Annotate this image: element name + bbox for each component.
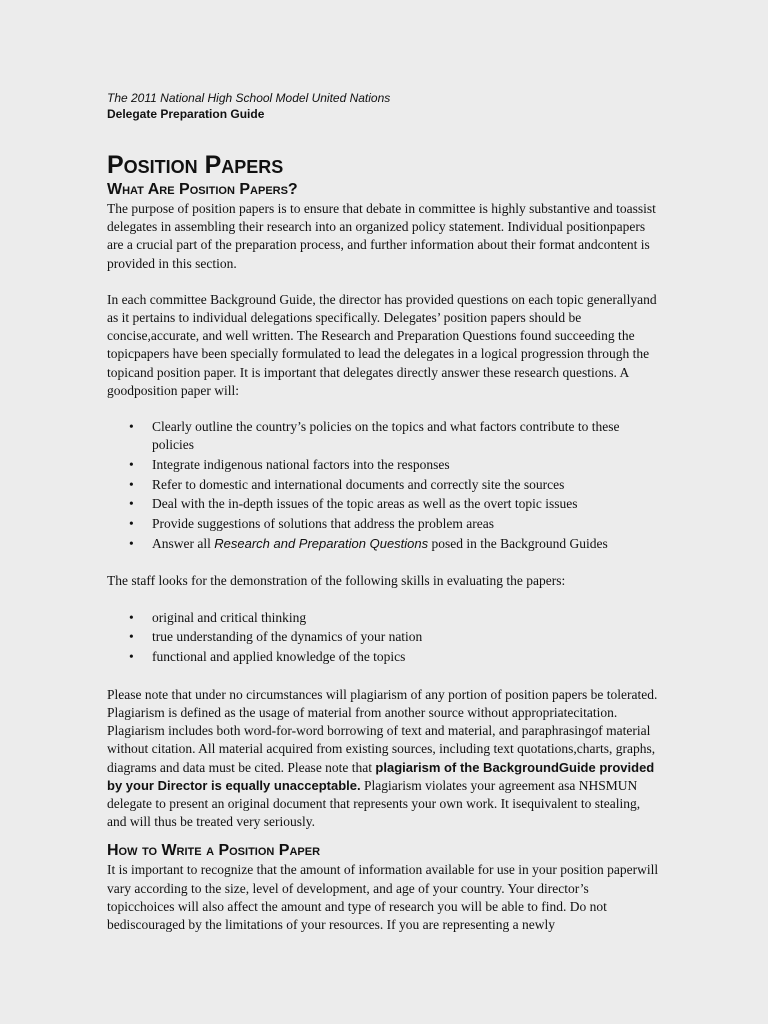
paragraph-staff-skills: The staff looks for the demonstration of the following skills in evaluating the papers:	[107, 573, 566, 589]
bullet-icon: •	[129, 476, 134, 492]
list-item: • Integrate indigenous national factors into the responses	[107, 456, 659, 474]
list-item: • true understanding of the dynamics of your nation	[107, 628, 659, 646]
bullet-icon: •	[129, 516, 134, 532]
bullet-icon: •	[129, 535, 134, 551]
list-item: • functional and applied knowledge of the topics	[107, 648, 659, 666]
paragraph-purpose: The purpose of position papers is to ensure that debate in committee is highly substantive and toassist delegates in assembling their research into an organized policy statement. Individual positionpapers are a crucial part of the preparation process, and further information about their format andcontent is provided in this section.	[107, 201, 656, 271]
list-item: • Refer to domestic and international documents and correctly site the sources	[107, 476, 659, 494]
bullet-icon: •	[129, 496, 134, 512]
section-heading-what-are: What Are Position Papers?	[107, 181, 298, 198]
paragraph-background-guide: In each committee Background Guide, the director has provided questions on each topic generallyand as it pertains to individual delegations specifically. Delegates’ position papers should be concise,accurate, and well written. The Research and Preparation Questions found succeeding the topicpapers have been specially formulated to lead the delegates in a logical progression through the topicand position paper. It is important that delegates directly answer these research questions. A goodposition paper will:	[107, 291, 657, 398]
list-item: • Clearly outline the country’s policies on the topics and what factors contribute to these policies	[129, 419, 620, 453]
skills-list	[107, 609, 659, 667]
plagiarism-warning: plagiarism of the BackgroundGuide provided by your Director is equally unacceptable.	[107, 759, 655, 793]
header-conference-title: The 2011 National High School Model United Nations	[107, 91, 391, 105]
paragraph-plagiarism: Please note that under no circumstances will plagiarism of any portion of position papers be tolerated. Plagiarism is defined as the usage of material from another source without appropriatecitation. Plagiarism includes both word-for-word borrowing of text and material, and paraphrasingof material without citation. All material acquired from existing sources, including text quotations,charts, graphs, diagrams and data must be cited. Please note that plagiarism of the BackgroundGuide provided by your Director is equally unacceptable. Plagiarism violates your agreement asa NHSMUN delegate to present an original document that represents your own work. It isequivalent to stealing, and will thus be treated very seriously.	[107, 686, 658, 830]
bullet-icon: •	[129, 419, 134, 435]
bullet-icon: •	[129, 456, 134, 472]
page-content	[107, 90, 659, 934]
bullet-icon: •	[129, 629, 134, 645]
list-item: • Answer all Research and Preparation Questions posed in the Background Guides	[107, 535, 659, 553]
bullet-icon: •	[129, 609, 134, 625]
bullet-icon: •	[129, 649, 134, 665]
header-guide-title: Delegate Preparation Guide	[107, 107, 265, 121]
position-paper-criteria-list	[107, 418, 659, 553]
page-title: Position Papers	[107, 151, 284, 179]
section-heading-how-to-write: How to Write a Position Paper	[107, 842, 321, 860]
list-item: • Provide suggestions of solutions that address the problem areas	[107, 515, 659, 533]
paragraph-research-availability: It is important to recognize that the amount of information available for use in your position paperwill vary according to the size, level of development, and age of your country. Your director’s topicchoices will also affect the amount and type of research you will be able to find. Do not bediscouraged by the limitations of your resources. If you are representing a newly	[107, 862, 659, 932]
list-item: • original and critical thinking	[107, 609, 659, 627]
research-questions-emphasis: Research and Preparation Questions	[214, 535, 429, 551]
list-item: • Deal with the in-depth issues of the topic areas as well as the overt topic issues	[107, 495, 659, 513]
